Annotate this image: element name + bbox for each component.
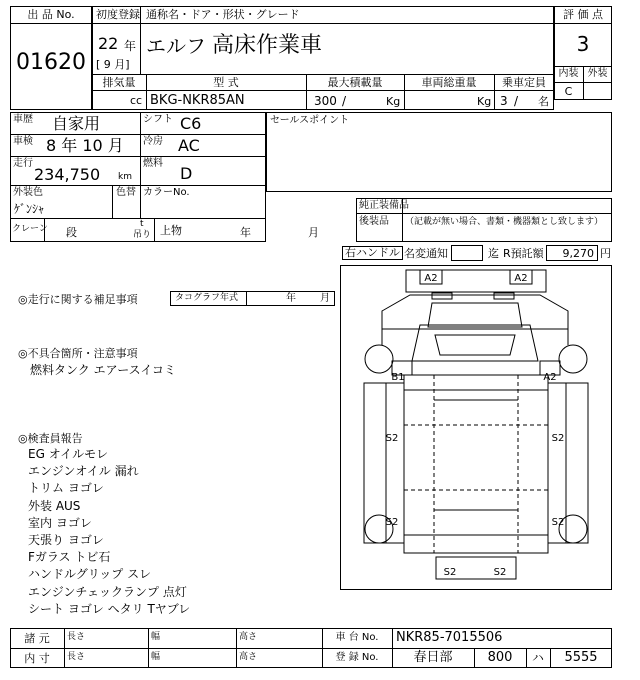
dims-height-label: 高さ — [239, 632, 258, 642]
reg-month: [ 9 月] — [96, 58, 130, 71]
mileage-unit: km — [118, 172, 132, 182]
r-recycle-value: 9,270 — [562, 247, 594, 260]
inspector-item: トリム ヨゴレ — [28, 481, 104, 496]
aftermarket-note: （記載が無い場合、書類・機器類とし致します） — [405, 217, 604, 227]
inspector-item: シート ヨゴレ ヘタリ Tヤブレ — [28, 601, 191, 616]
oem-equip-label: 純正装備品 — [359, 200, 409, 211]
chassis-no: NKR85-7015506 — [396, 630, 503, 645]
damage-mark: S2 — [443, 567, 457, 578]
rating-value: 3 — [576, 32, 590, 56]
plate-region: 春日部 — [413, 650, 453, 665]
max-load-label: 最大積載量 — [327, 76, 383, 89]
vehicle-damage-diagram — [340, 265, 612, 590]
exterior-label: 外装 — [587, 68, 608, 79]
capacity-unit: 名 — [538, 95, 549, 108]
boarding-label: 上物 — [160, 224, 182, 237]
crane-label: クレーン — [12, 224, 48, 234]
inspector-item: EG オイルモレ — [28, 447, 109, 461]
interior-label: 内装 — [558, 68, 579, 79]
ext-color-value: ｹﾞﾝｼｬ — [14, 202, 45, 216]
defects-text: 燃料タンク エアースイコミ — [30, 363, 176, 377]
rhd-badge: 右ハンドル — [342, 246, 403, 260]
plate-number: 5555 — [564, 650, 598, 665]
r-recycle-label: R預託額 — [503, 247, 544, 260]
cab-outline — [382, 295, 568, 329]
tacho-year-unit: 年 — [286, 293, 296, 304]
sales-point-label: セールスポイント — [270, 115, 350, 126]
dims-label: 諸 元 — [24, 632, 50, 645]
gross-weight-unit: Kg — [477, 95, 492, 108]
color-no-label: カラーNo. — [143, 187, 190, 198]
inner-width-label: 幅 — [151, 652, 161, 662]
name-change-box — [451, 245, 483, 261]
inspector-item: エンジンチェックランプ 点灯 — [28, 584, 187, 599]
shift-value: C6 — [180, 114, 202, 133]
mileage-label: 走行 — [13, 158, 33, 169]
model-label: 型 式 — [213, 76, 239, 89]
inner-dims-label: 内 寸 — [24, 652, 50, 665]
year-unit: 年 — [124, 39, 137, 53]
interior-grade: C — [564, 85, 573, 98]
displacement-unit: cc — [130, 94, 143, 107]
inspector-item: 天張り ヨゴレ — [28, 533, 104, 547]
plate-kana: ハ — [531, 651, 544, 665]
fuel-value: D — [180, 164, 193, 183]
windshield — [428, 303, 522, 327]
crane-hang-unit: 吊り — [133, 230, 152, 240]
inner-height-label: 高さ — [239, 652, 258, 662]
chassis-label: 車 台 No. — [335, 632, 379, 643]
inspector-item: 外装 AUS — [28, 498, 81, 513]
driving-notes-title: ◎走行に関する補足事項 — [18, 293, 138, 306]
history-value: 自家用 — [52, 114, 101, 133]
damage-mark: S2 — [551, 517, 565, 528]
inspector-item: エンジンオイル 漏れ — [28, 464, 139, 479]
boarding-month-unit: 月 — [308, 226, 319, 239]
plate-label: 登 録 No. — [335, 652, 379, 663]
tacho-month-unit: 月 — [320, 293, 330, 304]
damage-mark: S2 — [493, 567, 507, 578]
inspector-item: 室内 ヨゴレ — [28, 515, 92, 530]
car-body: 高床作業車 — [212, 33, 323, 58]
max-load-slash: / — [342, 94, 347, 108]
name-label: 通称名・ドア・形状・グレード — [146, 8, 300, 21]
max-load-unit: Kg — [386, 95, 401, 108]
plate-class: 800 — [487, 650, 513, 665]
damage-mark: A2 — [543, 372, 557, 383]
right-side-panel — [566, 383, 588, 543]
wheel-front-left — [365, 345, 393, 373]
mileage-value: 234,750 — [34, 165, 101, 184]
inspector-title: ◎検査員報告 — [18, 432, 83, 445]
cargo-body — [404, 375, 548, 553]
dims-length-label: 長さ — [67, 632, 86, 642]
diagram-frame — [341, 266, 612, 590]
car-name: エルフ — [146, 34, 206, 58]
rating-label: 評 価 点 — [563, 8, 603, 21]
left-side-panel — [364, 383, 386, 543]
damage-mark: B1 — [391, 372, 405, 383]
first-reg-label: 初度登録 — [96, 8, 140, 21]
boarding-year-unit: 年 — [240, 226, 251, 239]
displacement-label: 排気量 — [102, 76, 136, 89]
ac-label: 冷房 — [143, 136, 163, 147]
tacho-label: タコグラフ年式 — [175, 293, 239, 303]
lot-no-value: 01620 — [16, 50, 86, 75]
defects-title: ◎不具合箇所・注意事項 — [18, 347, 138, 360]
shift-label: シフト — [143, 114, 173, 125]
inspector-item: ハンドルグリップ スレ — [28, 567, 152, 582]
ext-color-label: 外装色 — [13, 187, 43, 198]
max-load-value: 300 — [314, 94, 337, 108]
damage-mark: S2 — [551, 433, 565, 444]
capacity-label: 乗車定員 — [502, 76, 546, 89]
history-label: 車歴 — [13, 114, 33, 125]
reg-year: 22 — [98, 34, 119, 53]
aftermarket-label: 後装品 — [359, 216, 389, 227]
crane-ton-unit: t — [140, 219, 144, 229]
overdue-label: 迄 — [488, 247, 499, 260]
color-change-label: 色替 — [116, 187, 136, 198]
damage-marks — [386, 270, 565, 578]
fuel-label: 燃料 — [143, 158, 163, 169]
capacity-value: 3 — [500, 94, 508, 108]
inspection-label: 車検 — [13, 136, 33, 147]
damage-mark: S2 — [385, 517, 399, 528]
ac-value: AC — [178, 136, 200, 155]
gross-weight-label: 車両総重量 — [421, 76, 477, 89]
wheel-front-right — [559, 345, 587, 373]
inner-length-label: 長さ — [67, 652, 86, 662]
model-code: BKG-NKR85AN — [150, 93, 245, 108]
damage-mark: S2 — [385, 433, 399, 444]
capacity-slash: / — [514, 94, 519, 108]
crane-stage-unit: 段 — [66, 226, 77, 239]
inspector-item: Fガラス トビ石 — [28, 550, 111, 565]
lot-no-label: 出 品 No. — [27, 8, 75, 21]
name-change-label: 名変通知 — [404, 247, 448, 260]
inspection-value: 8 年 10 月 — [46, 136, 124, 155]
dims-width-label: 幅 — [151, 632, 161, 642]
damage-mark: A2 — [514, 273, 528, 284]
damage-mark: A2 — [424, 273, 438, 284]
yen-unit: 円 — [600, 247, 611, 260]
